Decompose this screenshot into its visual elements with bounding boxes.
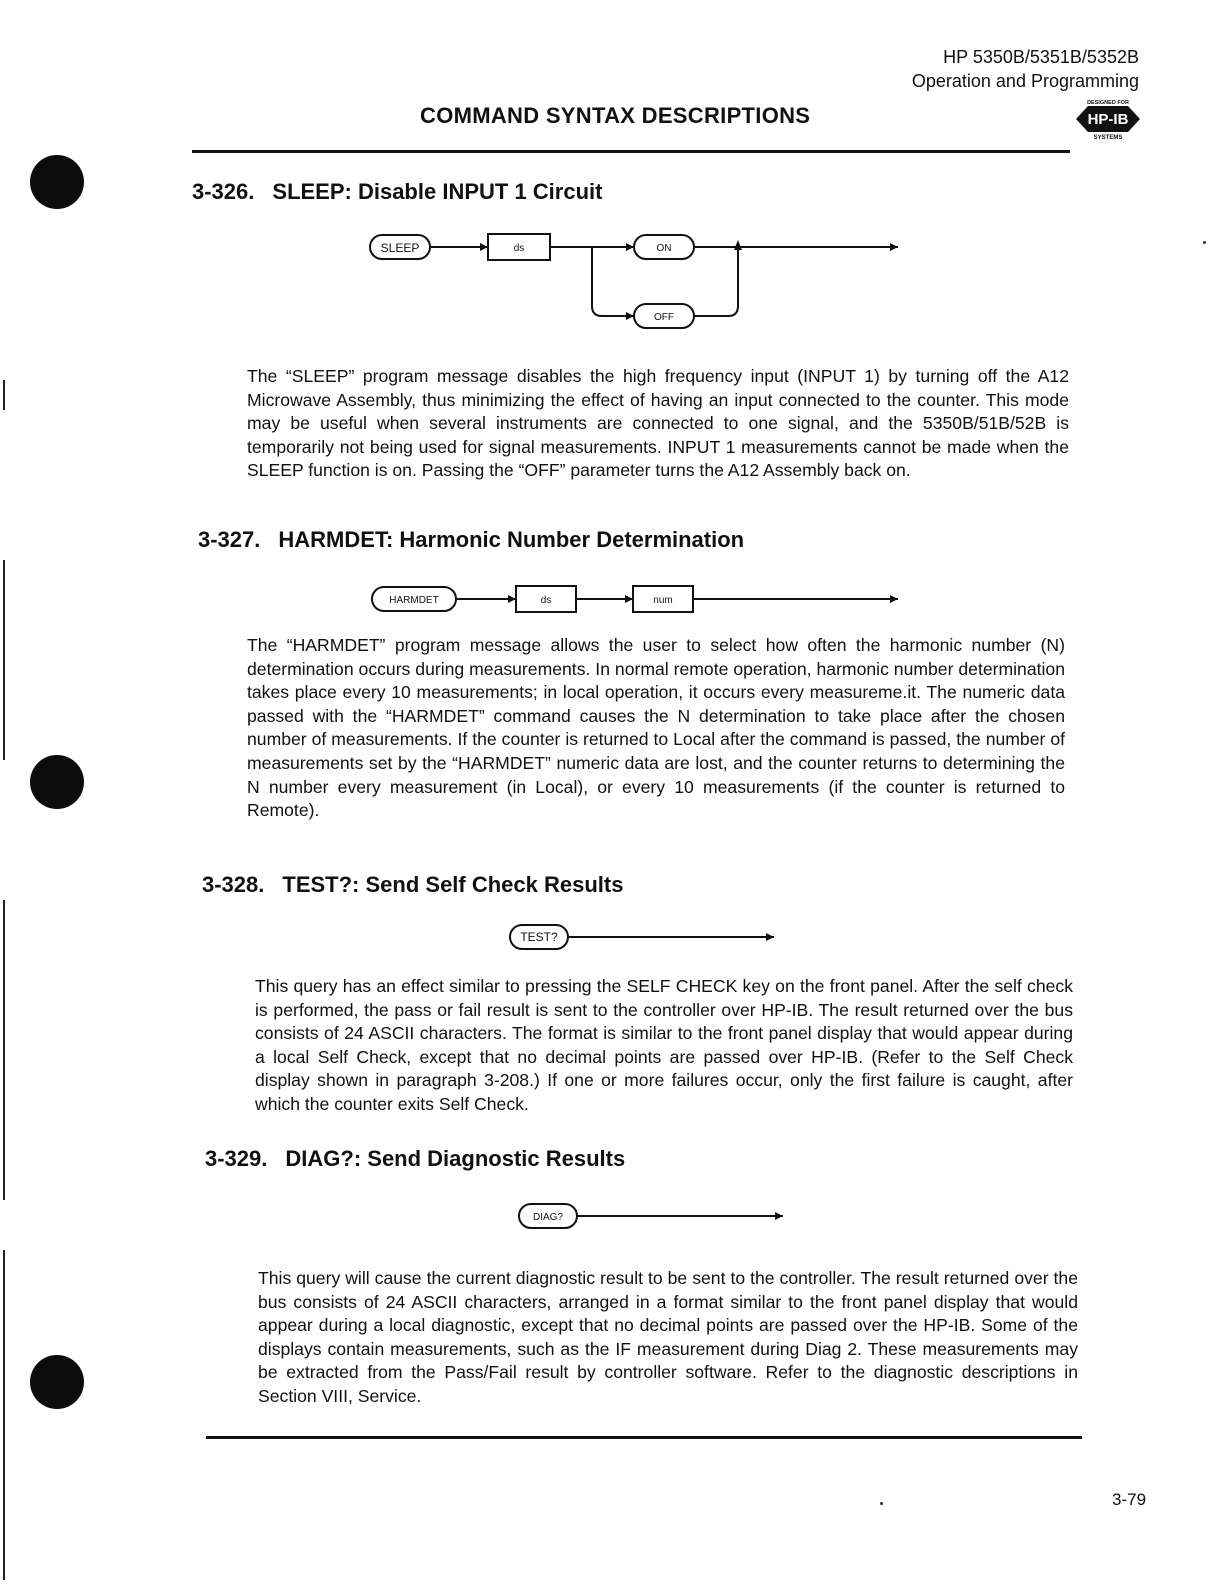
section-title-3-327 [198, 527, 744, 553]
arrowhead [775, 1212, 783, 1220]
arrowhead [890, 243, 898, 251]
hp-ib-logo [1074, 97, 1142, 141]
syntax-diagram-diag [517, 1199, 797, 1233]
arrowhead [766, 933, 774, 941]
paragraph: The “HARMDET” program message allows the user to select how often the harmonic number (N) determination occurs during measurements. In normal remote operation, harmonic number determination takes place every 10 measurements; in local operation, it occurs every measureme.it. The numeric data passed with the “HARMDET” command causes the N determination to take place after the chosen number of measurements. If the counter is returned to Local after the command is passed, the number of measurements set by the “HARMDET” numeric data are lost, and the counter returns to determining the N number every measurement (in Local), or every 10 measurements (if the counter is returned to Remote). [247, 635, 1065, 821]
logo-bottom-text: SYSTEMS [1093, 135, 1123, 141]
branch-line [694, 247, 738, 316]
header-rule [192, 150, 1070, 153]
section-heading: TEST?: Send Self Check Results [282, 872, 624, 897]
separator-label: ds [513, 243, 525, 254]
paragraph: The “SLEEP” program message disables the high frequency input (INPUT 1) by turning off the A12 Microwave Assembly, thus minimizing the effect of having an input connected to the counter. This mode may be useful when several instruments are connected to one signal, and the 5350B/51B/52B is temporarily not being used for signal measurements. INPUT 1 measurements cannot be made when the SLEEP function is on. Passing the “OFF” parameter turns the A12 Assembly back on. [247, 366, 1069, 481]
section-title-3-329 [205, 1146, 625, 1172]
section-number: 3-328. [202, 872, 265, 897]
binder-hole-bottom [30, 1355, 84, 1409]
command-label: DIAG? [532, 1212, 564, 1223]
arrowhead [890, 595, 898, 603]
branch-line [592, 247, 634, 316]
section-text-3-327 [247, 634, 1065, 823]
arrowhead [625, 595, 633, 603]
section-text-3-328 [255, 975, 1073, 1117]
scan-edge-mark [3, 1250, 5, 1580]
scan-speck [880, 1502, 883, 1505]
section-number: 3-326. [192, 179, 255, 204]
arrowhead [734, 240, 742, 250]
syntax-diagram-harmdet [370, 580, 910, 620]
argument-label: num [653, 595, 673, 606]
footer-rule [206, 1436, 1082, 1439]
section-title-3-326 [192, 179, 602, 205]
section-heading: HARMDET: Harmonic Number Determination [278, 527, 745, 552]
command-label: TEST? [520, 930, 558, 944]
syntax-diagram-sleep [368, 226, 908, 336]
section-heading: SLEEP: Disable INPUT 1 Circuit [272, 179, 603, 204]
section-number: 3-327. [198, 527, 261, 552]
page-heading: COMMAND SYNTAX DESCRIPTIONS [420, 103, 811, 128]
section-text-3-329 [258, 1267, 1078, 1409]
scan-edge-mark [3, 900, 5, 1200]
syntax-diagram-test [508, 920, 788, 954]
scan-edge-mark [3, 380, 5, 410]
section-number: 3-329. [205, 1146, 268, 1171]
section-text-3-326 [247, 365, 1069, 483]
arrowhead [626, 243, 634, 251]
header-subtitle: Operation and Programming [911, 71, 1139, 91]
command-label: SLEEP [380, 241, 420, 255]
arrowhead [480, 243, 488, 251]
paragraph: This query has an effect similar to pressing the SELF CHECK key on the front panel. After the self check is performed, the pass or fail result is sent to the controller over HP-IB. The result returned over the bus consists of 24 ASCII characters. The format is similar to the front panel display that would appear during a local Self Check, except that no decimal points are passed over HP-IB. (Refer to the Self Check display shown in paragraph 3-208.) If one or more failures occur, only the first failure is caught, after which the counter exits Self Check. [255, 976, 1073, 1114]
section-heading: DIAG?: Send Diagnostic Results [285, 1146, 626, 1171]
option-label-off: OFF [654, 312, 674, 323]
separator-label: ds [540, 595, 552, 606]
binder-hole-middle [30, 755, 84, 809]
scan-speck [1203, 241, 1206, 244]
option-label-on: ON [656, 243, 672, 254]
header-model: HP 5350B/5351B/5352B [943, 47, 1139, 67]
arrowhead [626, 312, 634, 320]
scan-edge-mark [3, 560, 5, 760]
paragraph: This query will cause the current diagnostic result to be sent to the controller. The result returned over the bus consists of 24 ASCII characters, arranged in a format similar to the front panel display that would appear during a local diagnostic, except that no decimal points are passed over the HP-IB. Some of the displays contain measurements, such as the IF measurement during Diag 2. These measurements may be extracted from the Pass/Fail result by controller software. Refer to the diagnostic descriptions in Section VIII, Service. [258, 1268, 1078, 1406]
logo-main-text: HP-IB [1087, 111, 1129, 128]
logo-top-text: DESIGNED FOR [1087, 100, 1129, 106]
binder-hole-top [30, 155, 84, 209]
arrowhead [508, 595, 516, 603]
section-title-3-328 [202, 872, 623, 898]
page-number: 3-79 [1112, 1490, 1147, 1509]
command-label: HARMDET [389, 595, 439, 606]
